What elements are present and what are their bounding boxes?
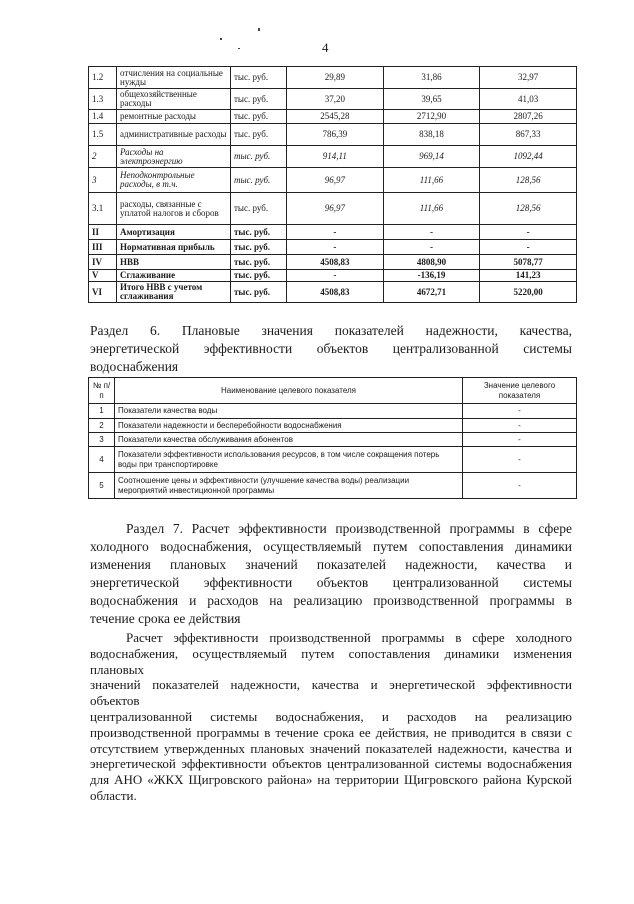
row-unit: тыс. руб. xyxy=(231,240,287,255)
row-value-3: - xyxy=(480,225,577,240)
indicator-number: 5 xyxy=(89,473,115,499)
row-number: VI xyxy=(89,282,117,303)
row-name: административные расходы xyxy=(117,124,231,146)
row-unit: тыс. руб. xyxy=(231,110,287,124)
row-name: ремонтные расходы xyxy=(117,110,231,124)
cost-row xyxy=(89,168,577,193)
page-number: 4 xyxy=(322,40,329,55)
scan-speck xyxy=(220,38,222,40)
indicator-name: Показатели эффективности использования ресурсов, в том числе сокращения потерь воды при транспортировке xyxy=(115,447,463,473)
row-unit: тыс. руб. xyxy=(231,89,287,110)
indicator-number: 3 xyxy=(89,433,115,447)
row-name: отчисления на социальные нужды xyxy=(117,67,231,89)
paragraph-line: водоснабжения, осуществляемый путем сопоставления динамики изменения плановых xyxy=(90,645,572,677)
row-unit: тыс. руб. xyxy=(231,168,287,193)
row-number: 3 xyxy=(89,168,117,193)
cost-row xyxy=(89,110,577,124)
cost-row xyxy=(89,146,577,168)
row-value-2: 969,14 xyxy=(383,146,480,168)
cost-row xyxy=(89,270,577,282)
row-unit: тыс. руб. xyxy=(231,282,287,303)
row-number: 1.2 xyxy=(89,67,117,89)
indicators-table xyxy=(88,377,577,499)
row-name: Неподконтрольные расходы, в т.ч. xyxy=(117,168,231,193)
cost-row xyxy=(89,240,577,255)
row-unit: тыс. руб. xyxy=(231,255,287,270)
cost-row xyxy=(89,124,577,146)
paragraph-line: производственной программы в течение срока ее действия, не приводится в связи с xyxy=(90,724,572,740)
indicator-row xyxy=(89,419,577,433)
row-number: 2 xyxy=(89,146,117,168)
row-unit: тыс. руб. xyxy=(231,270,287,282)
section7-line: изменения плановых значений показателей надежности, качества и xyxy=(90,557,572,572)
indicator-name: Соотношение цены и эффективности (улучшение качества воды) реализации мероприятий инвестиционной программы xyxy=(115,473,463,499)
header-num: № п/п xyxy=(89,378,115,404)
section7-heading xyxy=(90,520,572,628)
row-unit: тыс. руб. xyxy=(231,67,287,89)
row-value-1: - xyxy=(287,225,384,240)
scan-speck xyxy=(258,28,260,31)
row-number: IV xyxy=(89,255,117,270)
row-value-1: 4508,83 xyxy=(287,255,384,270)
row-name: НВВ xyxy=(117,255,231,270)
row-value-3: 32,97 xyxy=(480,67,577,89)
section6-heading xyxy=(90,322,572,376)
row-value-2: 4808,90 xyxy=(383,255,480,270)
indicator-row xyxy=(89,404,577,419)
section7-line: энергетической эффективности объектов централизованной системы xyxy=(90,575,572,590)
row-value-2: 838,18 xyxy=(383,124,480,146)
row-number: 1.5 xyxy=(89,124,117,146)
row-value-3: 41,03 xyxy=(480,89,577,110)
row-value-2: 2712,90 xyxy=(383,110,480,124)
row-value-3: 128,56 xyxy=(480,168,577,193)
indicator-value: - xyxy=(463,433,577,447)
indicator-name: Показатели надежности и бесперебойности водоснабжения xyxy=(115,419,463,433)
row-value-2: 31,86 xyxy=(383,67,480,89)
paragraph-line: энергетической эффективности объектов централизованной системы водоснабжения xyxy=(90,756,572,772)
cost-row xyxy=(89,225,577,240)
row-value-3: 867,33 xyxy=(480,124,577,146)
row-unit: тыс. руб. xyxy=(231,193,287,225)
row-number: 3.1 xyxy=(89,193,117,225)
scan-speck xyxy=(238,48,240,49)
header-value: Значение целевого показателя xyxy=(463,378,577,404)
row-name: расходы, связанные с уплатой налогов и сборов xyxy=(117,193,231,225)
cost-table xyxy=(88,66,577,303)
paragraph-line: отсутствием утвержденных плановых значений показателей надежности, качества и xyxy=(90,740,572,756)
row-value-2: 111,66 xyxy=(383,193,480,225)
row-value-3: - xyxy=(480,240,577,255)
indicator-row xyxy=(89,433,577,447)
row-number: 1.3 xyxy=(89,89,117,110)
section6-line: Раздел 6. Плановые значения показателей надежности, качества, xyxy=(90,323,572,338)
row-value-3: 5220,00 xyxy=(480,282,577,303)
row-number: 1.4 xyxy=(89,110,117,124)
row-value-3: 2807,26 xyxy=(480,110,577,124)
row-value-1: 96,97 xyxy=(287,193,384,225)
row-number: III xyxy=(89,240,117,255)
row-name: Итого НВВ с учетом сглаживания xyxy=(117,282,231,303)
row-value-1: - xyxy=(287,240,384,255)
indicator-row xyxy=(89,473,577,499)
row-value-2: - xyxy=(383,225,480,240)
indicator-name: Показатели качества воды xyxy=(115,404,463,419)
row-unit: тыс. руб. xyxy=(231,146,287,168)
indicator-value: - xyxy=(463,404,577,419)
section6-line: энергетической эффективности объектов централизованной системы xyxy=(90,341,572,356)
section7-line: холодного водоснабжения, осуществляемый путем сопоставления динамики xyxy=(90,539,572,554)
row-number: II xyxy=(89,225,117,240)
cost-row xyxy=(89,255,577,270)
indicator-name: Показатели качества обслуживания абонентов xyxy=(115,433,463,447)
indicator-value: - xyxy=(463,419,577,433)
paragraph-line: для АНО «ЖКХ Щигровского района» на территории Щигровского района Курской xyxy=(90,772,572,788)
indicator-value: - xyxy=(463,447,577,473)
row-value-1: 2545,28 xyxy=(287,110,384,124)
row-name: Нормативная прибыль xyxy=(117,240,231,255)
row-value-1: - xyxy=(287,270,384,282)
row-value-3: 1092,44 xyxy=(480,146,577,168)
paragraph-line: области. xyxy=(90,787,137,803)
row-name: Сглаживание xyxy=(117,270,231,282)
cost-row xyxy=(89,282,577,303)
indicator-number: 4 xyxy=(89,447,115,473)
row-unit: тыс. руб. xyxy=(231,124,287,146)
row-value-3: 128,56 xyxy=(480,193,577,225)
row-value-2: 4672,71 xyxy=(383,282,480,303)
cost-row xyxy=(89,67,577,89)
row-value-3: 5078,77 xyxy=(480,255,577,270)
row-value-1: 29,89 xyxy=(287,67,384,89)
paragraph-line: централизованной системы водоснабжения, и расходов на реализацию xyxy=(90,708,572,724)
row-unit: тыс. руб. xyxy=(231,225,287,240)
row-value-2: 111,66 xyxy=(383,168,480,193)
row-number: V xyxy=(89,270,117,282)
row-name: Амортизация xyxy=(117,225,231,240)
row-value-1: 786,39 xyxy=(287,124,384,146)
paragraph-line: значений показателей надежности, качества и энергетической эффективности объектов xyxy=(90,677,572,709)
indicators-header-row xyxy=(89,378,577,404)
row-value-1: 96,97 xyxy=(287,168,384,193)
row-value-2: -136,19 xyxy=(383,270,480,282)
row-value-1: 37,20 xyxy=(287,89,384,110)
section7-line: течение срока ее действия xyxy=(90,611,241,626)
row-value-1: 914,11 xyxy=(287,146,384,168)
body-paragraph xyxy=(90,630,572,804)
header-name: Наименование целевого показателя xyxy=(115,378,463,404)
section7-line: водоснабжения и расходов на реализацию производственной программы в xyxy=(90,593,572,608)
cost-row xyxy=(89,89,577,110)
section7-line: Раздел 7. Расчет эффективности производственной программы в сфере xyxy=(126,521,572,536)
section6-line: водоснабжения xyxy=(90,359,179,374)
indicator-row xyxy=(89,447,577,473)
row-value-3: 141,23 xyxy=(480,270,577,282)
row-value-1: 4508,83 xyxy=(287,282,384,303)
indicator-number: 1 xyxy=(89,404,115,419)
cost-row xyxy=(89,193,577,225)
row-value-2: 39,65 xyxy=(383,89,480,110)
row-value-2: - xyxy=(383,240,480,255)
indicator-number: 2 xyxy=(89,419,115,433)
row-name: Расходы на электроэнергию xyxy=(117,146,231,168)
row-name: общехозяйственные расходы xyxy=(117,89,231,110)
indicator-value: - xyxy=(463,473,577,499)
paragraph-line: Расчет эффективности производственной программы в сфере холодного xyxy=(126,630,572,645)
